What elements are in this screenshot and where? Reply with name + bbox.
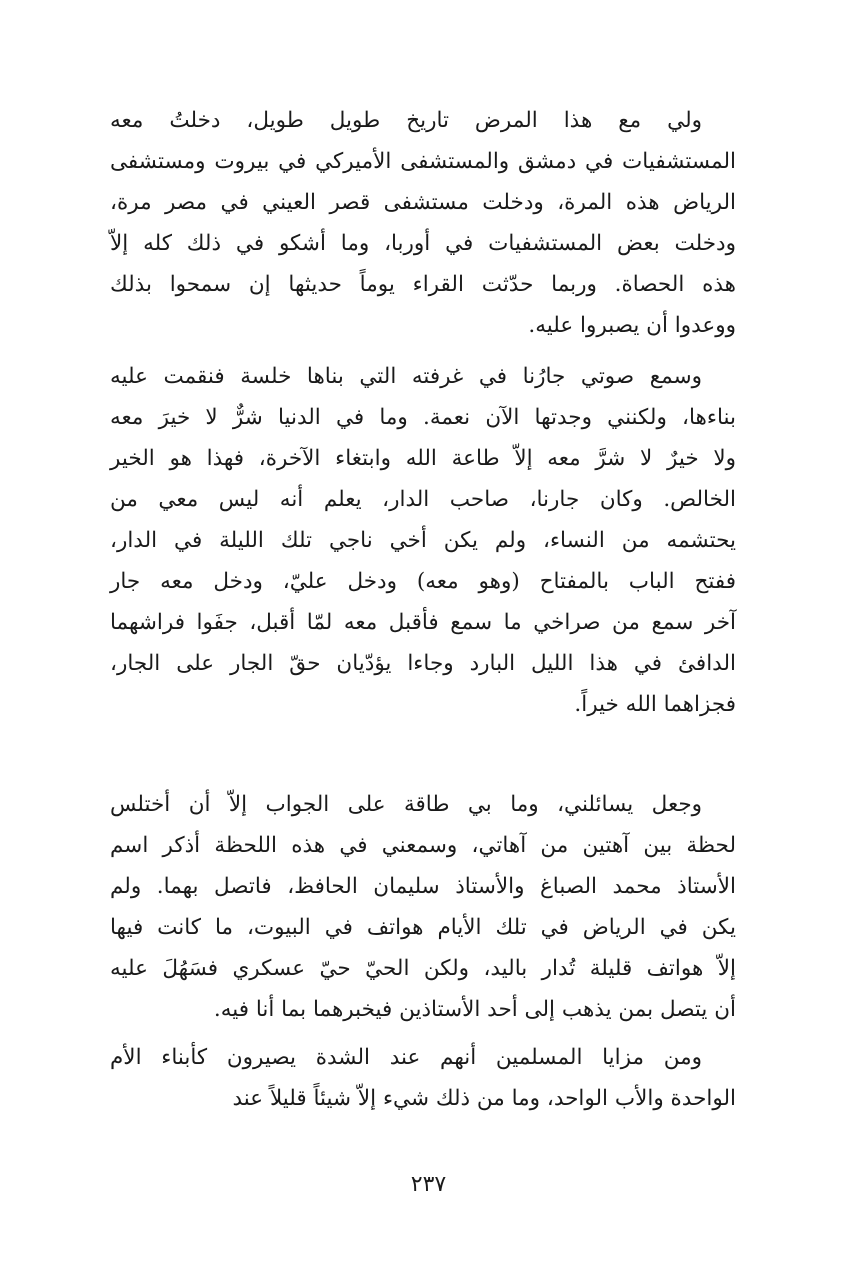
text-line: يكن في الرياض في تلك الأيام هواتف في البيوت، ما كانت فيها	[110, 915, 736, 940]
text-line: ومن مزايا المسلمين أنهم عند الشدة يصيرون كأبناء الأم	[110, 1045, 702, 1070]
text-line: أن يتصل بمن يذهب إلى أحد الأستاذين فيخبرهما بما أنا فيه.	[213, 997, 736, 1022]
paragraph	[110, 784, 736, 1030]
text-line: الدافئ في هذا الليل البارد وجاءا يؤدّيان حقّ الجار على الجار،	[110, 651, 736, 676]
text-line: الأستاذ محمد الصباغ والأستاذ سليمان الحافظ، فاتصل بهما. ولم	[110, 874, 736, 899]
text-line: المستشفيات في دمشق والمستشفى الأميركي في بيروت ومستشفى	[110, 149, 736, 174]
text-line: بناءها، ولكنني وجدتها الآن نعمة. وما في الدنيا شرٌّ لا خيرَ معه	[110, 405, 736, 430]
text-line: ولي مع هذا المرض تاريخ طويل طويل، دخلتُ معه	[110, 108, 702, 133]
text-line: الواحدة والأب الواحد، وما من ذلك شيء إلاّ شيئاً قليلاً عند	[232, 1086, 736, 1111]
text-line: ففتح الباب بالمفتاح (وهو معه) ودخل عليّ، ودخل معه جار	[110, 569, 736, 594]
text-line: إلاّ هواتف قليلة تُدار باليد، ولكن الحيّ حيّ عسكري فسَهُلَ عليه	[110, 956, 736, 981]
text-line: الرياض هذه المرة، ودخلت مستشفى قصر العيني في مصر مرة،	[110, 190, 736, 215]
paragraph	[110, 100, 736, 346]
text-line: ودخلت بعض المستشفيات في أوربا، وما أشكو في ذلك كله إلاّ	[110, 231, 736, 256]
text-line: هذه الحصاة. وربما حدّثت القراء يوماً حديثها إن سمحوا بذلك	[110, 272, 736, 297]
text-line: وجعل يسائلني، وما بي طاقة على الجواب إلاّ أن أختلس	[110, 792, 702, 817]
text-line: ولا خيرٌ لا شرَّ معه إلاّ طاعة الله وابتغاء الآخرة، فهذا هو الخير	[110, 446, 736, 471]
paragraph	[110, 356, 736, 725]
text-line: آخر سمع من صراخي ما سمع فأقبل معه لمّا أقبل، جفَوا فراشهما	[110, 610, 736, 635]
paragraph	[110, 1037, 736, 1119]
text-line: وسمع صوتي جارُنا في غرفته التي بناها خلسة فنقمت عليه	[110, 364, 702, 389]
text-line: لحظة بين آهتين من آهاتي، وسمعني في هذه اللحظة أذكر اسم	[110, 833, 736, 858]
text-line: ووعدوا أن يصبروا عليه.	[528, 313, 736, 338]
text-line: يحتشمه من النساء، ولم يكن أخي ناجي تلك الليلة في الدار،	[110, 528, 736, 553]
text-line: الخالص. وكان جارنا، صاحب الدار، يعلم أنه ليس معي من	[110, 487, 736, 512]
text-line: فجزاهما الله خيراً.	[574, 692, 736, 717]
page-number: ٢٣٧	[410, 1172, 447, 1197]
